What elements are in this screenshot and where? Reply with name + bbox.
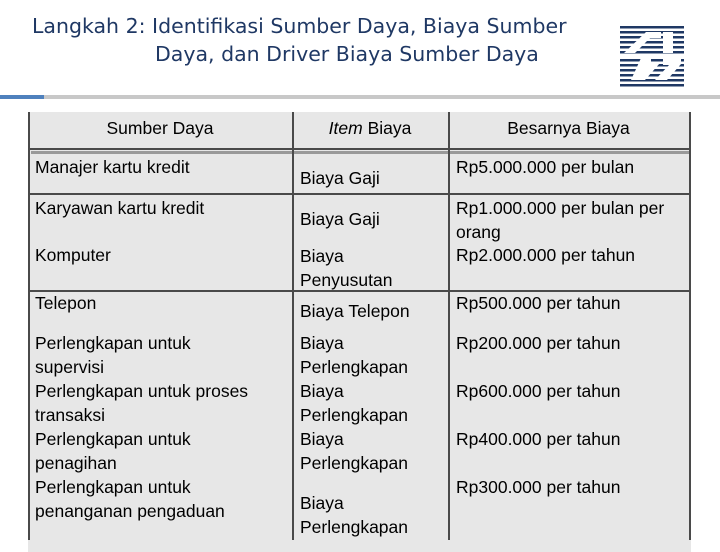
table-cell-item: Biaya Perlengkapan [300, 333, 408, 377]
header-row-shadow [31, 151, 691, 154]
table-cell-item: Biaya Gaji [300, 168, 380, 188]
double-arrow-logo-icon [617, 22, 687, 88]
table-cell-cost: Rp500.000 per tahun [456, 293, 621, 313]
table-border-right [689, 112, 691, 540]
title-divider [44, 95, 720, 99]
column-divider [448, 112, 450, 540]
header-item-word: Item [328, 118, 363, 138]
slide-title-line-2: Daya, dan Driver Biaya Sumber Daya [155, 42, 539, 66]
table-cell-cost: Rp300.000 per tahun [456, 477, 621, 497]
header-biaya-word: Biaya [367, 118, 412, 138]
header-besarnya-biaya: Besarnya Biaya [507, 118, 630, 138]
column-divider [292, 112, 294, 540]
accent-bar [0, 95, 44, 99]
table-cell-item: Biaya Telepon [300, 301, 410, 321]
table-cell-cost: Rp5.000.000 per bulan [456, 157, 635, 177]
table-cell-resource: Perlengkapan untuk proses transaksi [35, 381, 249, 425]
table-cell-resource: Perlengkapan untuk supervisi [35, 333, 191, 377]
table-cell-resource: Manajer kartu kredit [35, 157, 190, 177]
table-cell-cost: Rp400.000 per tahun [456, 429, 621, 449]
header-item-biaya [292, 116, 448, 140]
table-cell-item: Biaya Penyusutan [300, 246, 393, 290]
row-divider [28, 193, 691, 195]
table-cell-resource: Telepon [35, 293, 97, 313]
slide-title-line-1: Langkah 2: Identifikasi Sumber Daya, Biaya Sumber [32, 14, 567, 38]
table-cell-item: Biaya Gaji [300, 209, 380, 229]
table-cell-item: Biaya Perlengkapan [300, 493, 408, 537]
table-cell-item: Biaya Perlengkapan [300, 429, 408, 473]
table-cell-resource: Komputer [35, 245, 111, 265]
table-cell-cost: Rp2.000.000 per tahun [456, 245, 636, 265]
slide-title [32, 14, 617, 67]
table-cell-resource: Perlengkapan untuk penagihan [35, 429, 191, 473]
table-cell-item: Biaya Perlengkapan [300, 381, 408, 425]
header-sumber-daya: Sumber Daya [106, 118, 214, 138]
table-cell-cost: Rp200.000 per tahun [456, 333, 621, 353]
table-cell-resource: Karyawan kartu kredit [35, 198, 205, 218]
table-cell-resource: Perlengkapan untuk penanganan pengaduan [35, 477, 225, 521]
table-cell-cost: Rp600.000 per tahun [456, 381, 621, 401]
table-border-left [28, 112, 30, 540]
header-row-divider [28, 148, 691, 150]
table-cell-cost: Rp1.000.000 per bulan per orang [456, 198, 665, 242]
